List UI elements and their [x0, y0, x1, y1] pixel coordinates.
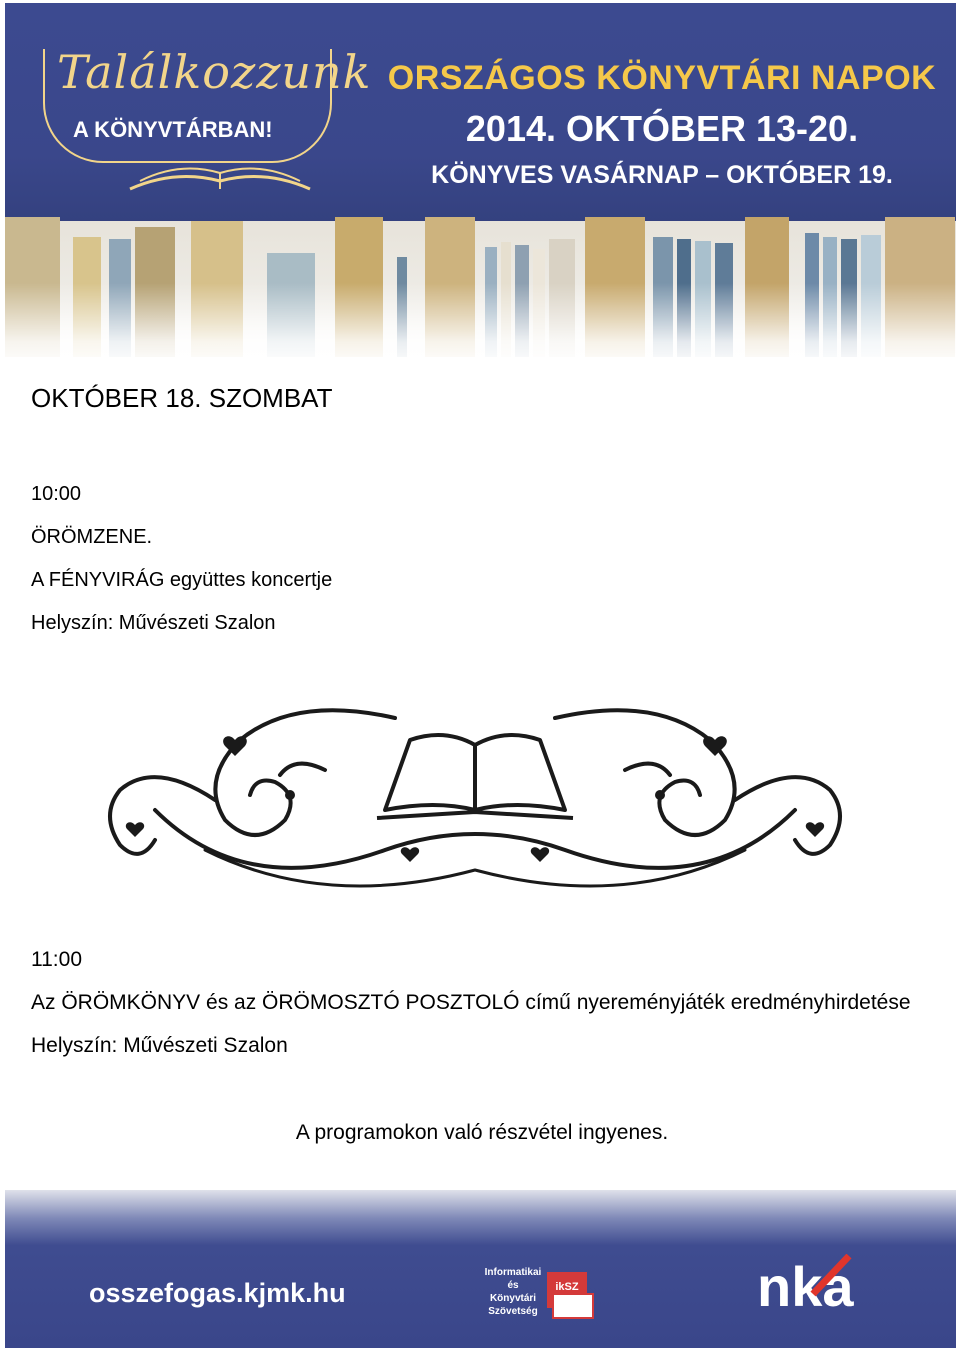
banner-date: 2014. OKTÓBER 13-20.: [465, 108, 859, 149]
open-book-logo-icon: [125, 151, 315, 195]
iksz-logo-icon: [543, 1264, 603, 1324]
event-1-location: Helyszín: Művészeti Szalon: [31, 612, 276, 634]
org-line-2: és Könyvtári: [489, 1280, 537, 1304]
org-name: [483, 1266, 543, 1318]
banner-title: ORSZÁGOS KÖNYVTÁRI NAPOK: [387, 59, 937, 97]
day-heading: OKTÓBER 18. SZOMBAT: [31, 383, 333, 413]
event-1-time: 10:00: [31, 483, 82, 505]
logo-subtitle: A KÖNYVTÁRBAN!: [73, 117, 273, 142]
event-2-description: Az ÖRÖMKÖNYV és az ÖRÖMOSZTÓ POSZTOLÓ című nyereményjáték eredményhirdetése: [31, 991, 911, 1014]
iksz-logo-text: ikSZ: [555, 1281, 579, 1293]
event-1-description: A FÉNYVIRÁG együttes koncertje: [31, 569, 333, 591]
header-banner: [5, 3, 956, 367]
participation-note: A programokon való részvétel ingyenes.: [295, 1121, 669, 1144]
book-ornament-icon: [95, 700, 855, 900]
org-line-1: Informatikai: [484, 1267, 542, 1278]
banner-sunday: KÖNYVES VASÁRNAP – OKTÓBER 19.: [431, 161, 893, 189]
event-2-time: 11:00: [31, 948, 82, 971]
logo-script-text: Találkozzunk: [57, 45, 372, 99]
event-2-location: Helyszín: Művészeti Szalon: [31, 1034, 288, 1057]
footer-banner: [5, 1190, 956, 1348]
nka-logo-icon: [757, 1254, 869, 1314]
shelf-fade: [5, 283, 956, 367]
event-1-title: ÖRÖMZENE.: [31, 526, 153, 548]
website-link[interactable]: osszefogas.kjmk.hu: [89, 1278, 346, 1308]
nka-logo-text: nka: [757, 1255, 854, 1314]
org-line-3: Szövetség: [488, 1306, 538, 1317]
